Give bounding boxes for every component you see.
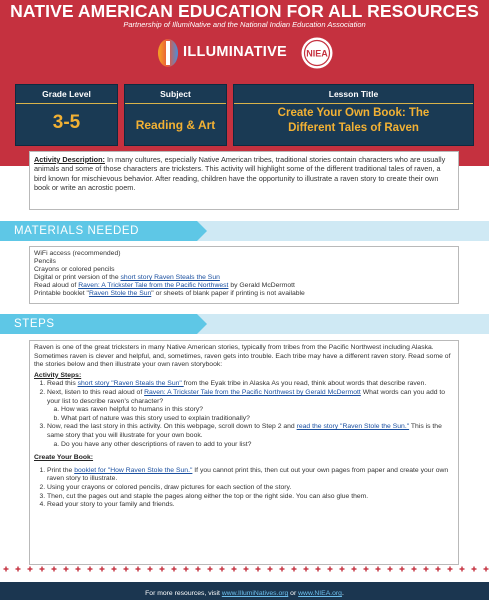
- raven-steals-sun-link[interactable]: short story "Raven Steals the Sun": [77, 380, 184, 388]
- lesson-title-card: [233, 84, 474, 146]
- booklet-link[interactable]: Raven Stole the Sun: [88, 290, 152, 297]
- subject-card: [124, 84, 227, 146]
- list-item: [47, 467, 454, 484]
- subject-label: Subject: [160, 89, 191, 99]
- step-text: from the Eyak tribe in Alaska As you read, think about words that describe raven.: [183, 380, 427, 388]
- cross-mark: [424, 567, 429, 572]
- cross-mark: [400, 567, 405, 572]
- list-item: 3. Then, cut the pages out and staple the pages along either the top or the right side. You can also glue them.: [47, 493, 454, 502]
- cross-mark: [184, 567, 189, 572]
- activity-description-text: In many cultures, especially Native American tribes, traditional stories contain characters who are usually animals and some of those characters are tricksters. This activity will highlight some of the different traditional tales of raven, a bird known for mischievous behavior. After reading, children have the opportunity to illustrate a raven story to create their own book or write an acrostic poem.: [34, 155, 446, 193]
- short-story-link[interactable]: short story Raven Steals the Sun: [120, 274, 220, 281]
- illuminative-logo-icon: [157, 38, 179, 68]
- list-item: 2. Using your crayons or colored pencils, draw pictures for each section of the story.: [47, 484, 454, 493]
- material-item: [34, 290, 454, 298]
- cross-mark: [448, 567, 453, 572]
- step-text: Next, listen to this read aloud of: [47, 388, 145, 396]
- cross-mark: [112, 567, 117, 572]
- lesson-title-label: Lesson Title: [328, 89, 379, 99]
- material-item: [34, 282, 454, 290]
- cross-mark: [460, 567, 465, 572]
- list-item: a. Do you have any other descriptions of raven to add to your list?: [61, 441, 454, 450]
- grade-level-card: [15, 84, 118, 146]
- spacer: [34, 449, 454, 453]
- illuminative-logo-text: ILLUMINATIVE: [183, 44, 288, 60]
- cross-mark: [160, 567, 165, 572]
- activity-description-heading: Activity Description:: [34, 155, 105, 164]
- read-aloud-link[interactable]: Raven: A Trickster Tale from the Pacific Northwest: [78, 282, 229, 289]
- cross-mark: [316, 567, 321, 572]
- page-subtitle: Partnership of IllumiNative and the National Indian Education Association: [123, 20, 366, 29]
- lesson-title-value: [234, 106, 473, 136]
- steps-section-header: [0, 314, 489, 334]
- cross-mark: [64, 567, 69, 572]
- cross-mark: [172, 567, 177, 572]
- steps-section-title: STEPS: [14, 318, 55, 330]
- cross-mark: [136, 567, 141, 572]
- card-divider: [16, 103, 117, 104]
- booklet-download-link[interactable]: booklet for "How Raven Stole the Sun.": [74, 466, 193, 474]
- cross-mark: [232, 567, 237, 572]
- step-text: If you cannot print this, then cut out your own pages from paper and create your own raven story to illustrate.: [47, 466, 449, 483]
- grade-level-label: Grade Level: [42, 89, 91, 99]
- page-title: NATIVE AMERICAN EDUCATION FOR ALL RESOURCES: [10, 1, 479, 21]
- niea-seal-text: NIEA: [306, 48, 328, 59]
- steps-content: [29, 340, 459, 565]
- activity-steps-list: [34, 380, 454, 449]
- create-book-heading: Create Your Book:: [34, 454, 94, 462]
- cross-mark: [40, 567, 45, 572]
- cross-mark: [244, 567, 249, 572]
- cross-mark: [28, 567, 33, 572]
- section-tab-arrow: [197, 221, 207, 241]
- cross-mark: [88, 567, 93, 572]
- cross-mark: [196, 567, 201, 572]
- material-text: Digital or print version of the: [34, 274, 121, 281]
- material-text: Printable booklet ": [34, 290, 89, 297]
- logo-row: [157, 36, 337, 70]
- list-item: [47, 389, 454, 423]
- cross-mark: [304, 567, 309, 572]
- step-text: Print the: [47, 466, 75, 474]
- cross-mark: [328, 567, 333, 572]
- list-item: b. What part of nature was this story used to explain traditionally?: [61, 415, 454, 424]
- material-text: by Gerald McDermott: [228, 282, 295, 289]
- lesson-title-line-2: Different Tales of Raven: [288, 122, 419, 134]
- cross-mark: [292, 567, 297, 572]
- list-item: a. How was raven helpful to humans in this story?: [61, 406, 454, 415]
- decorative-cross-border: [0, 564, 489, 574]
- cross-mark: [4, 567, 9, 572]
- raven-stole-sun-link[interactable]: read the story "Raven Stole the Sun.": [296, 423, 410, 431]
- step-text: This is the same story that you will illustrate for your own book.: [47, 423, 442, 439]
- cross-mark: [352, 567, 357, 572]
- steps-intro: Raven is one of the great tricksters in many Native American stories, typically from tribes from the Pacific Northwest including Alaska. Sometimes raven is clever and helpful, and, sometimes, raven gets into trouble. Each tribe may have a different raven story. Read some of the stories below and then illustrate your own raven storybook:: [34, 344, 451, 369]
- step-text: Read this: [47, 380, 78, 388]
- material-item: [34, 274, 454, 282]
- cross-mark: [52, 567, 57, 572]
- step-text: What words can you add to your list to describe raven's character?: [47, 388, 446, 405]
- footer-text: [0, 590, 489, 597]
- list-item: 4. Read your story to your family and friends.: [47, 501, 454, 510]
- material-item: Crayons or colored pencils: [34, 266, 115, 273]
- material-item: Pencils: [34, 258, 56, 265]
- footer: [0, 582, 489, 600]
- sub-question-list: [47, 406, 454, 423]
- cross-mark: [124, 567, 129, 572]
- materials-section-header: [0, 221, 489, 241]
- footer-label: .: [341, 590, 344, 597]
- footer-label: For more resources, visit: [145, 590, 222, 597]
- material-item: WiFi access (recommended): [34, 250, 121, 257]
- illuminatives-link[interactable]: www.IllumiNatives.org: [221, 590, 289, 597]
- list-item: [47, 423, 454, 449]
- step-text: Now, read the last story in this activity. On this webpage, scroll down to Step 2 and: [47, 423, 297, 431]
- activity-description: [29, 151, 459, 210]
- cross-mark: [148, 567, 153, 572]
- header-banner: [0, 0, 489, 166]
- sub-question-list: [47, 441, 454, 450]
- niea-link[interactable]: www.NIEA.org: [298, 590, 342, 597]
- cross-mark: [484, 567, 489, 572]
- cross-mark: [268, 567, 273, 572]
- section-tab-arrow: [197, 314, 207, 334]
- cross-mark: [100, 567, 105, 572]
- niea-seal-icon: [300, 36, 334, 70]
- card-divider: [125, 103, 226, 104]
- materials-list: [29, 246, 459, 304]
- cross-mark: [256, 567, 261, 572]
- material-text: " or sheets of blank paper if printing is not available: [151, 290, 305, 297]
- cross-mark: [412, 567, 417, 572]
- cross-mark: [16, 567, 21, 572]
- grade-level-value: 3-5: [52, 112, 81, 133]
- card-divider: [234, 103, 473, 104]
- list-item: [47, 380, 454, 389]
- activity-steps-heading: Activity Steps:: [34, 371, 82, 379]
- cross-mark: [76, 567, 81, 572]
- cross-mark: [364, 567, 369, 572]
- trickster-tale-link[interactable]: Raven: A Trickster Tale from the Pacific Northwest by Gerald McDermott: [144, 388, 361, 396]
- cross-mark: [472, 567, 477, 572]
- cross-mark: [436, 567, 441, 572]
- cross-mark: [220, 567, 225, 572]
- subject-value: Reading & Art: [135, 118, 216, 132]
- create-book-list: [34, 467, 454, 510]
- footer-label: or: [288, 590, 299, 597]
- cross-mark: [388, 567, 393, 572]
- material-text: Read aloud of: [34, 282, 79, 289]
- cross-mark: [280, 567, 285, 572]
- materials-section-title: MATERIALS NEEDED: [14, 225, 140, 237]
- cross-mark: [376, 567, 381, 572]
- lesson-title-line-1: Create Your Own Book: The: [277, 107, 430, 119]
- cross-mark: [340, 567, 345, 572]
- cross-mark: [208, 567, 213, 572]
